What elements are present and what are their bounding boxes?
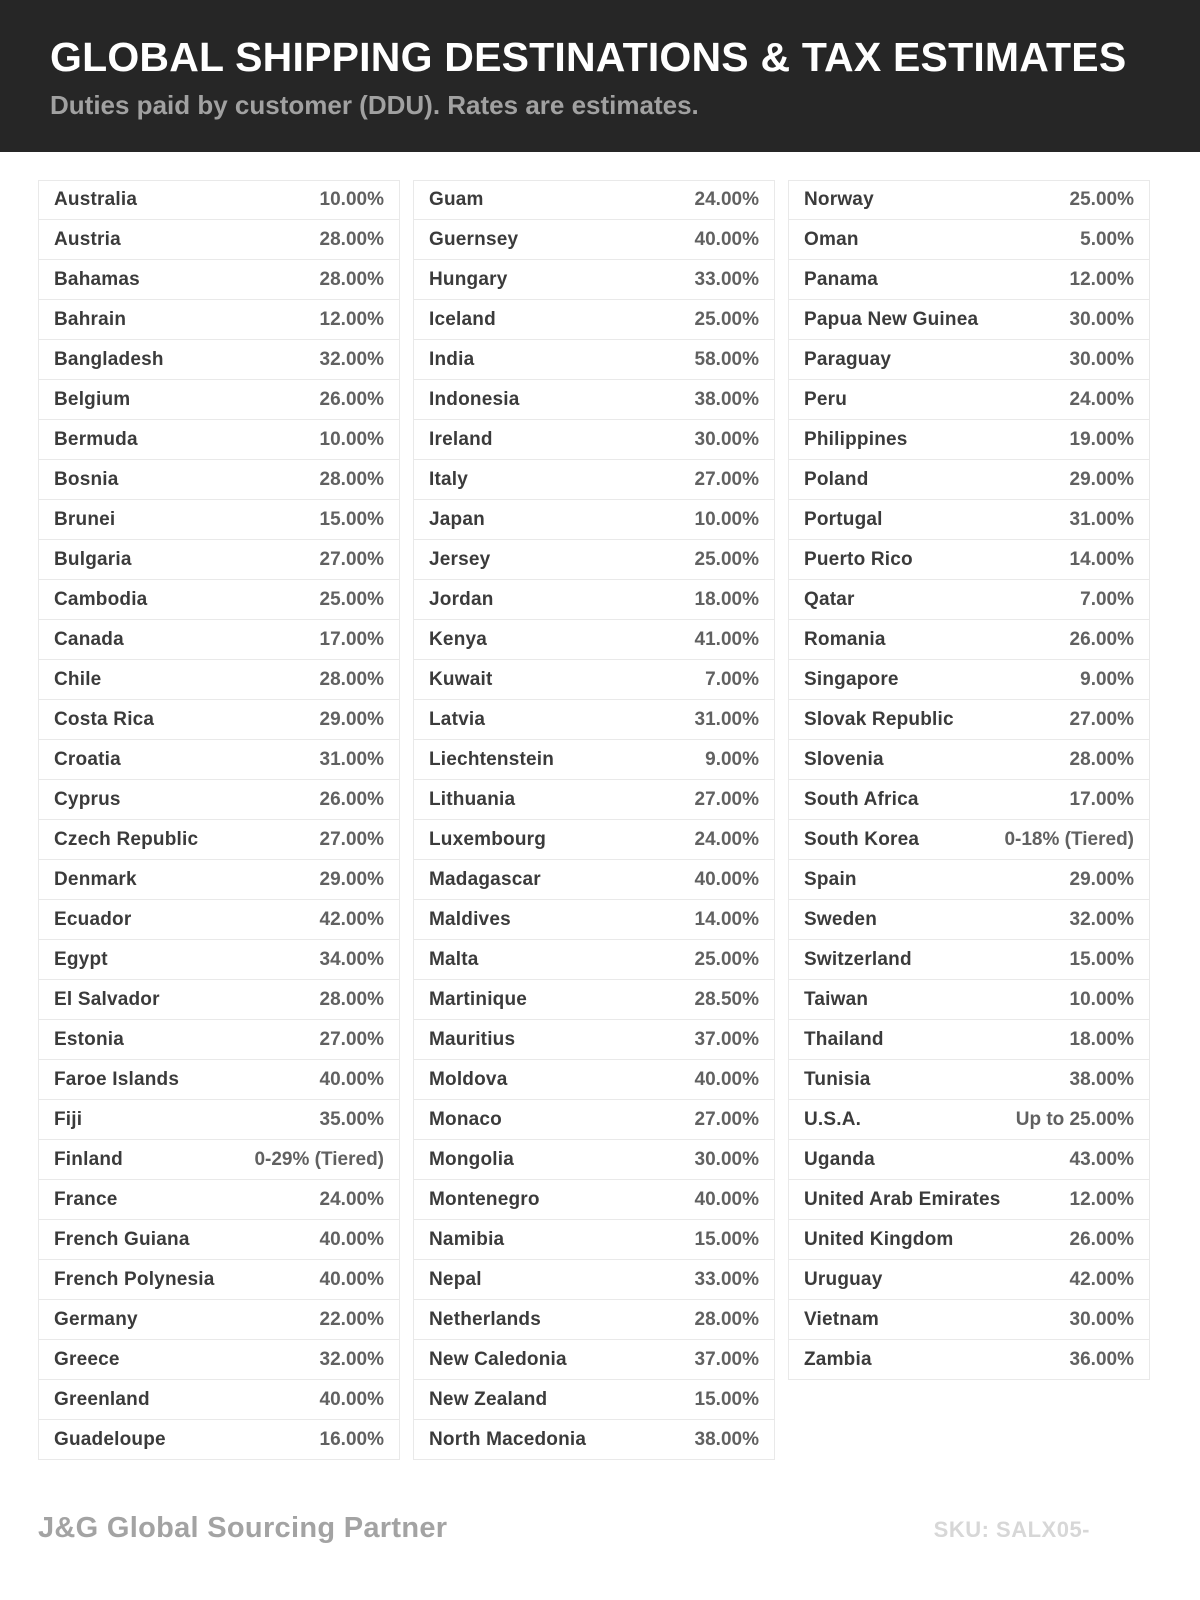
tax-rate: 25.00% — [319, 588, 384, 610]
tax-rate: 29.00% — [319, 708, 384, 730]
tax-rate: 40.00% — [694, 1188, 759, 1210]
table-row — [413, 340, 775, 380]
table-row — [38, 1420, 400, 1460]
country-name: Egypt — [54, 948, 108, 970]
tax-rate: 22.00% — [319, 1308, 384, 1330]
table-row — [38, 940, 400, 980]
brand-name: J&G Global Sourcing Partner — [38, 1512, 448, 1544]
tax-rate: 40.00% — [319, 1388, 384, 1410]
country-name: Zambia — [804, 1348, 872, 1370]
tax-rate: 28.00% — [319, 668, 384, 690]
country-name: Fiji — [54, 1108, 83, 1130]
table-row — [788, 620, 1150, 660]
table-row — [38, 620, 400, 660]
country-name: Brunei — [54, 508, 116, 530]
country-name: Norway — [804, 189, 874, 210]
tax-rate: 27.00% — [694, 788, 759, 810]
table-row — [38, 260, 400, 300]
country-name: Denmark — [54, 868, 137, 890]
tax-rate: 7.00% — [705, 668, 759, 690]
tax-rate: 24.00% — [694, 828, 759, 850]
tax-rate: 26.00% — [319, 388, 384, 410]
country-name: Slovak Republic — [804, 708, 954, 730]
country-name: Bosnia — [54, 468, 119, 490]
table-row — [788, 220, 1150, 260]
tax-rate: 25.00% — [694, 548, 759, 570]
country-name: Guam — [429, 189, 484, 210]
country-name: Martinique — [429, 988, 528, 1010]
table-row — [788, 580, 1150, 620]
table-row — [413, 1340, 775, 1380]
country-name: Bahamas — [54, 268, 140, 290]
tax-rate: 10.00% — [319, 428, 384, 450]
country-name: Peru — [804, 388, 848, 410]
table-row — [788, 1180, 1150, 1220]
country-name: Estonia — [54, 1028, 125, 1050]
tax-rate: 38.00% — [694, 388, 759, 410]
country-name: Bermuda — [54, 428, 138, 450]
table-row — [788, 1060, 1150, 1100]
tax-rate: 33.00% — [694, 1268, 759, 1290]
country-name: Malta — [429, 948, 479, 970]
tax-rate: 16.00% — [319, 1428, 384, 1450]
header-banner — [0, 0, 1200, 152]
tax-rate: 9.00% — [705, 748, 759, 770]
table-row — [413, 300, 775, 340]
table-row — [788, 660, 1150, 700]
table-row — [788, 740, 1150, 780]
tax-rate: 28.00% — [694, 1308, 759, 1330]
table-row — [413, 900, 775, 940]
tax-rate: 15.00% — [319, 508, 384, 530]
tax-rate: 15.00% — [694, 1388, 759, 1410]
country-name: Cambodia — [54, 588, 148, 610]
country-name: Chile — [54, 668, 102, 690]
country-name: Romania — [804, 628, 886, 650]
table-row — [38, 340, 400, 380]
tax-rate: 17.00% — [1069, 788, 1134, 810]
tax-rate: 19.00% — [1069, 428, 1134, 450]
table-row — [413, 1220, 775, 1260]
country-name: Belgium — [54, 388, 131, 410]
country-name: Uruguay — [804, 1268, 883, 1290]
tax-rate: 35.00% — [319, 1108, 384, 1130]
country-name: Tunisia — [804, 1068, 871, 1090]
tax-rate: 28.00% — [319, 228, 384, 250]
table-row — [413, 820, 775, 860]
tax-rate: 28.00% — [319, 468, 384, 490]
country-name: Portugal — [804, 508, 883, 530]
country-name: South Korea — [804, 828, 920, 850]
tax-rate: 27.00% — [319, 548, 384, 570]
country-name: Slovenia — [804, 748, 884, 770]
country-name: Guernsey — [429, 228, 519, 250]
table-row — [38, 1100, 400, 1140]
tax-rate: 15.00% — [1069, 948, 1134, 970]
tax-rate: 15.00% — [694, 1228, 759, 1250]
country-name: Singapore — [804, 668, 899, 690]
table-row — [788, 1300, 1150, 1340]
country-name: Panama — [804, 268, 879, 290]
table-row — [413, 1020, 775, 1060]
country-name: El Salvador — [54, 988, 160, 1010]
rates-column-1 — [38, 180, 400, 1460]
country-name: Ecuador — [54, 908, 132, 930]
table-row — [38, 900, 400, 940]
tax-rate: 14.00% — [694, 908, 759, 930]
table-row — [788, 300, 1150, 340]
country-name: Faroe Islands — [54, 1068, 180, 1090]
table-row — [788, 1020, 1150, 1060]
tax-rate: 40.00% — [694, 1068, 759, 1090]
table-row — [38, 1380, 400, 1420]
table-row — [788, 820, 1150, 860]
tax-rate: 26.00% — [1069, 628, 1134, 650]
tax-rate: 26.00% — [319, 788, 384, 810]
country-name: Namibia — [429, 1228, 505, 1250]
country-name: Montenegro — [429, 1188, 540, 1210]
country-name: Bulgaria — [54, 548, 132, 570]
table-row — [413, 700, 775, 740]
country-name: North Macedonia — [429, 1428, 587, 1450]
table-row — [788, 1220, 1150, 1260]
tax-rate: 33.00% — [694, 268, 759, 290]
table-row — [38, 660, 400, 700]
country-name: India — [429, 348, 475, 370]
country-name: Luxembourg — [429, 828, 547, 850]
tax-rate: 10.00% — [694, 508, 759, 530]
table-row — [38, 1140, 400, 1180]
table-row — [413, 1140, 775, 1180]
country-name: Ireland — [429, 428, 493, 450]
country-name: Croatia — [54, 748, 121, 770]
tax-rate: 7.00% — [1080, 588, 1134, 610]
table-row — [413, 1300, 775, 1340]
table-row — [38, 700, 400, 740]
table-row — [788, 260, 1150, 300]
tax-rate: 28.00% — [319, 268, 384, 290]
tax-rate: 32.00% — [319, 348, 384, 370]
country-name: Papua New Guinea — [804, 308, 979, 330]
tax-rate: 17.00% — [319, 628, 384, 650]
rates-column-3 — [788, 180, 1150, 1380]
table-row — [788, 1100, 1150, 1140]
country-name: Canada — [54, 628, 124, 650]
table-row — [788, 940, 1150, 980]
table-row — [788, 500, 1150, 540]
table-row — [413, 540, 775, 580]
country-name: Kenya — [429, 628, 488, 650]
country-name: Qatar — [804, 588, 855, 610]
tax-rate: 28.50% — [694, 988, 759, 1010]
table-row — [788, 540, 1150, 580]
tax-rate: 24.00% — [694, 189, 759, 210]
country-name: Indonesia — [429, 388, 520, 410]
country-name: Czech Republic — [54, 828, 199, 850]
tax-rate: 28.00% — [319, 988, 384, 1010]
country-name: United Kingdom — [804, 1228, 954, 1250]
country-name: Paraguay — [804, 348, 892, 370]
country-name: Greece — [54, 1348, 120, 1370]
country-name: Liechtenstein — [429, 748, 555, 770]
tax-rate: 30.00% — [1069, 1308, 1134, 1330]
country-name: Philippines — [804, 428, 908, 450]
tax-rate: 29.00% — [1069, 468, 1134, 490]
table-row — [413, 1100, 775, 1140]
table-row — [413, 1420, 775, 1460]
country-name: Netherlands — [429, 1308, 542, 1330]
tax-rate: 25.00% — [694, 948, 759, 970]
country-name: Finland — [54, 1148, 123, 1170]
country-name: Moldova — [429, 1068, 508, 1090]
table-row — [38, 1340, 400, 1380]
tax-rate: 30.00% — [694, 1148, 759, 1170]
country-name: Australia — [54, 189, 138, 210]
tax-rate: 28.00% — [1069, 748, 1134, 770]
table-row — [788, 860, 1150, 900]
table-row — [413, 940, 775, 980]
country-name: U.S.A. — [804, 1108, 862, 1130]
table-row — [788, 980, 1150, 1020]
country-name: Bahrain — [54, 308, 127, 330]
tax-rate: 31.00% — [319, 748, 384, 770]
tax-rate: 30.00% — [694, 428, 759, 450]
tax-rate: 34.00% — [319, 948, 384, 970]
table-row — [413, 780, 775, 820]
table-row — [788, 180, 1150, 220]
country-name: French Polynesia — [54, 1268, 215, 1290]
table-row — [413, 740, 775, 780]
table-row — [38, 740, 400, 780]
table-row — [38, 580, 400, 620]
country-name: Italy — [429, 468, 469, 490]
tax-rate: 18.00% — [1069, 1028, 1134, 1050]
tax-rate: 37.00% — [694, 1028, 759, 1050]
table-row — [413, 380, 775, 420]
sku-label: SKU: SALX05- — [933, 1517, 1090, 1542]
table-row — [788, 420, 1150, 460]
tax-rate: 40.00% — [319, 1268, 384, 1290]
table-row — [38, 1260, 400, 1300]
country-name: United Arab Emirates — [804, 1188, 1001, 1210]
table-row — [38, 1300, 400, 1340]
country-name: Maldives — [429, 908, 511, 930]
table-row — [38, 500, 400, 540]
country-name: Switzerland — [804, 948, 912, 970]
table-row — [38, 380, 400, 420]
country-name: South Africa — [804, 788, 919, 810]
tax-rate: 43.00% — [1069, 1148, 1134, 1170]
tax-rate: 42.00% — [1069, 1268, 1134, 1290]
tax-rate: 32.00% — [1069, 908, 1134, 930]
page-title: GLOBAL SHIPPING DESTINATIONS & TAX ESTIMATES — [50, 34, 1127, 80]
tax-rate: 42.00% — [319, 908, 384, 930]
country-name: Greenland — [54, 1388, 150, 1410]
table-row — [38, 300, 400, 340]
country-name: Mauritius — [429, 1028, 516, 1050]
country-name: Lithuania — [429, 788, 516, 810]
page-subtitle: Duties paid by customer (DDU). Rates are estimates. — [50, 90, 699, 120]
table-row — [788, 1260, 1150, 1300]
tax-rates-table — [38, 180, 1150, 1460]
table-row — [413, 420, 775, 460]
country-name: Oman — [804, 228, 859, 250]
table-row — [38, 860, 400, 900]
table-row — [788, 1140, 1150, 1180]
table-row — [788, 380, 1150, 420]
country-name: Uganda — [804, 1148, 875, 1170]
table-row — [413, 220, 775, 260]
tax-rate: 25.00% — [694, 308, 759, 330]
table-row — [413, 980, 775, 1020]
table-row — [38, 820, 400, 860]
tax-rate: 30.00% — [1069, 348, 1134, 370]
tax-rate: 41.00% — [694, 628, 759, 650]
tax-rate: 18.00% — [694, 588, 759, 610]
table-row — [413, 660, 775, 700]
tax-rate: 12.00% — [1069, 268, 1134, 290]
table-row — [38, 1020, 400, 1060]
tax-rate: 27.00% — [319, 828, 384, 850]
tax-rate: 10.00% — [1069, 988, 1134, 1010]
table-row — [413, 860, 775, 900]
table-row — [413, 580, 775, 620]
tax-rate: 24.00% — [1069, 388, 1134, 410]
country-name: Nepal — [429, 1268, 482, 1290]
table-row — [788, 340, 1150, 380]
tax-rate: 40.00% — [694, 228, 759, 250]
table-row — [38, 180, 400, 220]
country-name: Guadeloupe — [54, 1428, 166, 1450]
table-row — [38, 980, 400, 1020]
country-name: Austria — [54, 228, 121, 250]
country-name: Jersey — [429, 548, 491, 570]
tax-rate: 31.00% — [694, 708, 759, 730]
table-row — [38, 1220, 400, 1260]
table-row — [38, 460, 400, 500]
tax-rate: 9.00% — [1080, 668, 1134, 690]
country-name: Germany — [54, 1308, 138, 1330]
tax-rate: 25.00% — [1069, 189, 1134, 210]
tax-rate: 37.00% — [694, 1348, 759, 1370]
tax-rate: 5.00% — [1080, 228, 1134, 250]
country-name: New Zealand — [429, 1388, 548, 1410]
country-name: Spain — [804, 868, 857, 890]
tax-rate: 40.00% — [319, 1228, 384, 1250]
tax-rate: 27.00% — [1069, 708, 1134, 730]
tax-rate: 27.00% — [694, 1108, 759, 1130]
country-name: New Caledonia — [429, 1348, 567, 1370]
country-name: Poland — [804, 468, 869, 490]
country-name: Japan — [429, 508, 485, 530]
table-row — [413, 1380, 775, 1420]
tax-rate: 12.00% — [1069, 1188, 1134, 1210]
tax-rate: 24.00% — [319, 1188, 384, 1210]
tax-rate: 29.00% — [1069, 868, 1134, 890]
tax-rate: 30.00% — [1069, 308, 1134, 330]
country-name: Jordan — [429, 588, 494, 610]
country-name: Madagascar — [429, 868, 541, 890]
table-row — [788, 1340, 1150, 1380]
table-row — [413, 500, 775, 540]
table-row — [788, 900, 1150, 940]
tax-rate: 29.00% — [319, 868, 384, 890]
table-row — [38, 540, 400, 580]
rates-column-2 — [413, 180, 775, 1460]
country-name: French Guiana — [54, 1228, 190, 1250]
table-row — [38, 420, 400, 460]
tax-rate: Up to 25.00% — [1015, 1108, 1134, 1130]
tax-rate: 27.00% — [694, 468, 759, 490]
tax-rate: 32.00% — [319, 1348, 384, 1370]
tax-rate: 0-18% (Tiered) — [1004, 828, 1134, 850]
tax-rate: 40.00% — [319, 1068, 384, 1090]
country-name: Latvia — [429, 708, 486, 730]
country-name: France — [54, 1188, 118, 1210]
table-row — [413, 1060, 775, 1100]
table-row — [788, 460, 1150, 500]
table-row — [413, 1180, 775, 1220]
tax-rate: 40.00% — [694, 868, 759, 890]
table-row — [413, 460, 775, 500]
country-name: Iceland — [429, 308, 496, 330]
tax-rate: 0-29% (Tiered) — [254, 1148, 384, 1170]
table-row — [38, 220, 400, 260]
tax-rate: 14.00% — [1069, 548, 1134, 570]
table-row — [413, 260, 775, 300]
footer — [0, 1512, 1200, 1545]
tax-rate: 12.00% — [319, 308, 384, 330]
country-name: Bangladesh — [54, 348, 164, 370]
country-name: Kuwait — [429, 668, 493, 690]
country-name: Sweden — [804, 908, 877, 930]
tax-rate: 27.00% — [319, 1028, 384, 1050]
country-name: Vietnam — [804, 1308, 879, 1330]
country-name: Cyprus — [54, 788, 121, 810]
tax-rate: 10.00% — [319, 189, 384, 210]
country-name: Costa Rica — [54, 708, 155, 730]
table-row — [413, 620, 775, 660]
table-row — [38, 1060, 400, 1100]
table-row — [413, 180, 775, 220]
country-name: Puerto Rico — [804, 548, 913, 570]
table-row — [38, 780, 400, 820]
tax-rate: 38.00% — [1069, 1068, 1134, 1090]
table-row — [38, 1180, 400, 1220]
table-row — [788, 700, 1150, 740]
country-name: Taiwan — [804, 988, 869, 1010]
table-row — [788, 780, 1150, 820]
tax-rate: 31.00% — [1069, 508, 1134, 530]
tax-rate: 38.00% — [694, 1428, 759, 1450]
tax-rate: 36.00% — [1069, 1348, 1134, 1370]
country-name: Thailand — [804, 1028, 884, 1050]
country-name: Hungary — [429, 268, 508, 290]
tax-rate: 26.00% — [1069, 1228, 1134, 1250]
country-name: Mongolia — [429, 1148, 514, 1170]
table-row — [413, 1260, 775, 1300]
tax-rate: 58.00% — [694, 348, 759, 370]
country-name: Monaco — [429, 1108, 502, 1130]
